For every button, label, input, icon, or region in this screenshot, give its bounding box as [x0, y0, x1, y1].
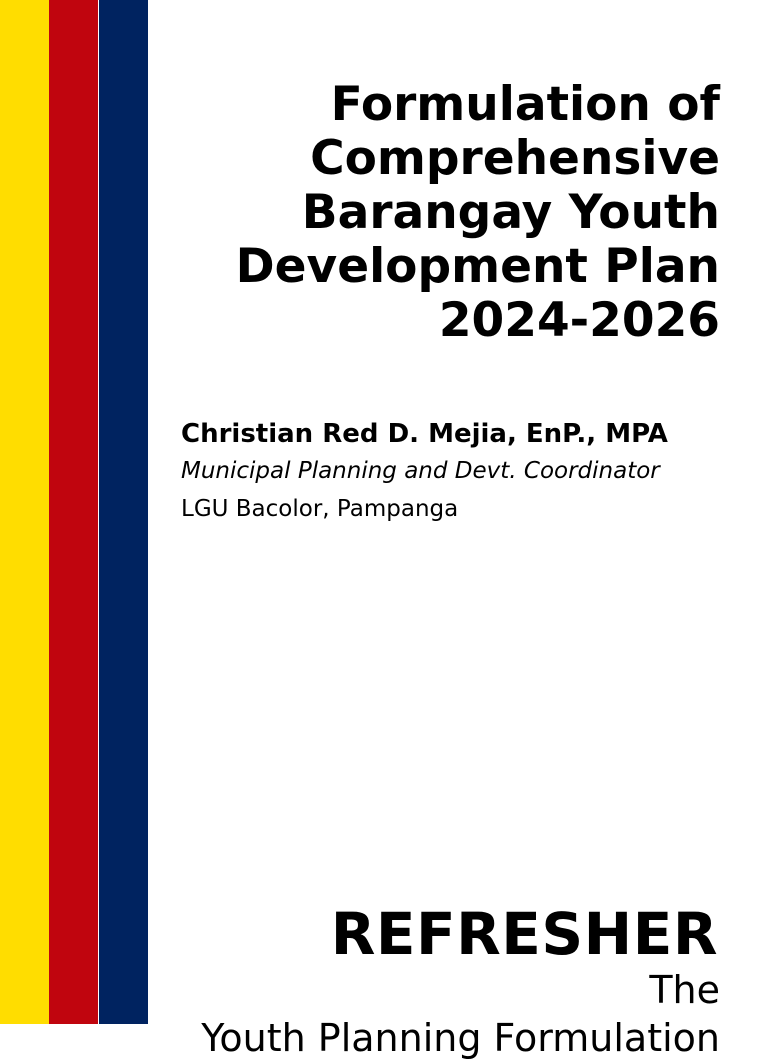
section-subtitle [100, 966, 720, 1062]
presenter-role: Municipal Planning and Devt. Coordinator [181, 458, 660, 484]
title-line: Comprehensive [310, 131, 720, 186]
presenter-organization: LGU Bacolor, Pampanga [181, 496, 459, 522]
title-line: Development Plan [235, 239, 720, 294]
subtitle-line: Youth Planning Formulation [201, 1016, 720, 1060]
subtitle-line: The [649, 968, 720, 1012]
blue-stripe [99, 0, 148, 1024]
yellow-stripe [0, 0, 49, 1024]
title-line: 2024-2026 [438, 293, 720, 348]
red-stripe [49, 0, 98, 1024]
document-title [160, 78, 720, 348]
title-line: Formulation of [330, 77, 720, 132]
presenter-block [181, 416, 761, 528]
presenter-name: Christian Red D. Mejia, EnP., MPA [181, 419, 668, 449]
title-line: Barangay Youth [301, 185, 720, 240]
section-heading: REFRESHER [330, 900, 718, 968]
